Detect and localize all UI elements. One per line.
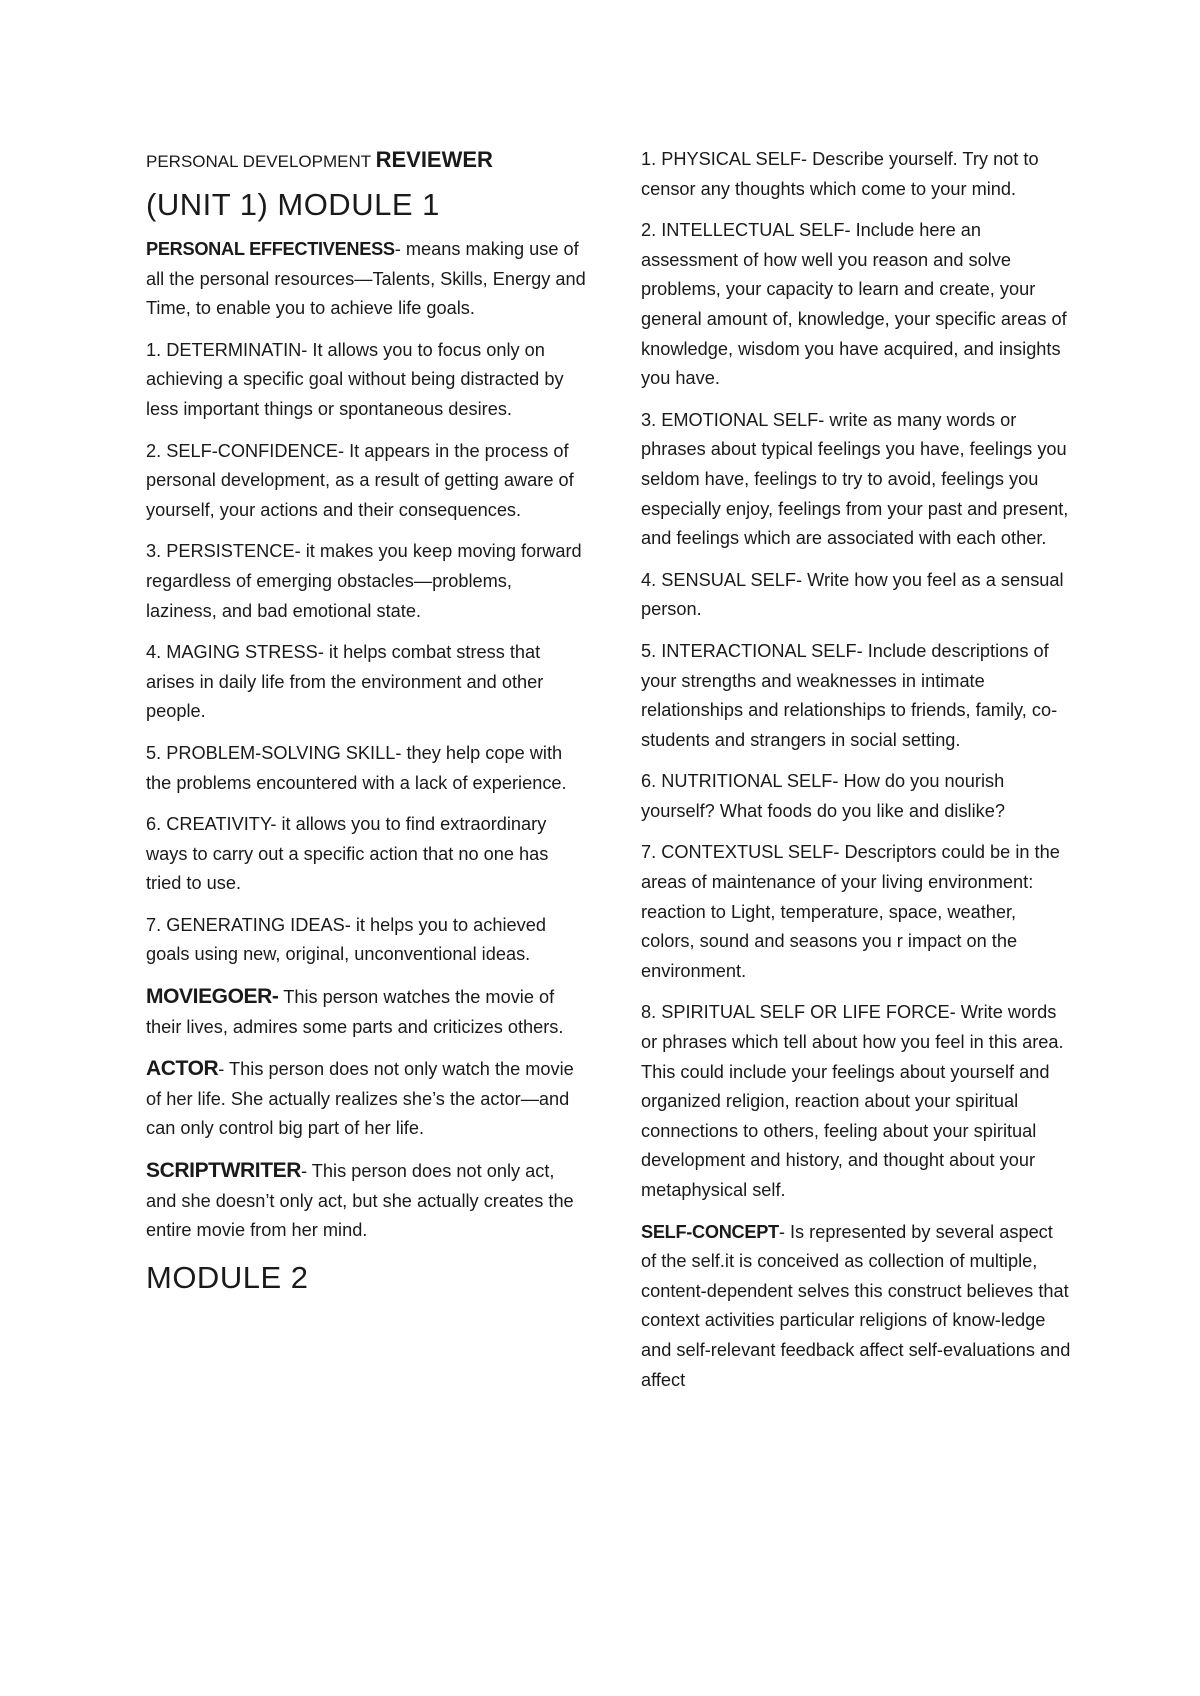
self-item (641, 216, 1071, 394)
document-header (146, 145, 586, 177)
item-term: 7. CONTEXTUSL SELF (641, 842, 834, 863)
item-term: 1. DETERMINATIN (146, 339, 302, 360)
self-item (641, 838, 1071, 986)
self-item (641, 566, 1071, 625)
item-term: 2. SELF-CONFIDENCE (146, 440, 339, 461)
self-item (641, 767, 1071, 826)
item-text: - it allows you to find extraordinary ways to carry out a specific action that no one has tried to use. (146, 814, 549, 894)
item-term: 6. NUTRITIONAL SELF (641, 771, 833, 792)
item-text: - Describe yourself. Try not to censor any thoughts which come to your mind. (641, 149, 1039, 199)
item-term: 4. SENSUAL SELF (641, 569, 796, 590)
item-text: - It allows you to focus only on achieving a specific goal without being distracted by less important things or spontaneous desires. (146, 339, 564, 419)
item-term: 1. PHYSICAL SELF (641, 149, 802, 169)
definition-text: - means making use of all the personal resources—Talents, Skills, Energy and Time, to enable you to achieve life goals. (146, 239, 586, 319)
role-text: This person watches the movie of their lives, admires some parts and criticizes others. (146, 987, 564, 1037)
role-scriptwriter (146, 1156, 586, 1246)
item-text: - write as many words or phrases about typical feelings you have, feelings you seldom have, feelings to try to avoid, feelings you especially enjoy, feelings from your past and present, and feelings which are associated with each other. (641, 409, 1069, 549)
role-term: SCRIPTWRITER (146, 1159, 302, 1183)
item-term: 5. INTERACTIONAL SELF (641, 640, 857, 661)
header-prefix: PERSONAL DEVELOPMENT (146, 152, 376, 171)
self-item (641, 637, 1071, 755)
list-item (146, 638, 586, 727)
definition-term: SELF-CONCEPT (641, 1221, 779, 1242)
list-item (146, 437, 586, 526)
definition-text: - Is represented by several aspect of the self.it is conceived as collection of multiple, content-dependent selves this construct believes that context activities particular religions of know-ledge and self-relevant feedback affect self-evaluations and affect (641, 1221, 1071, 1390)
self-item (641, 998, 1071, 1205)
item-text: - it helps combat stress that arises in daily life from the environment and other people. (146, 642, 544, 722)
module-2-title: MODULE 2 (146, 1259, 309, 1295)
item-text: - it helps you to achieved goals using new, original, unconventional ideas. (146, 914, 546, 965)
item-term: 6. CREATIVITY (146, 814, 271, 835)
list-item (146, 739, 586, 798)
item-term: 8. SPIRITUAL SELF OR LIFE FORCE (641, 1002, 950, 1023)
role-term: MOVIEGOER- (146, 985, 279, 1009)
item-text: - Write how you feel as a sensual person. (641, 569, 1064, 620)
left-column (146, 145, 586, 1308)
self-concept-definition (641, 1218, 1071, 1396)
self-item (641, 145, 1071, 204)
item-text: - Include here an assessment of how well you reason and solve problems, your capacity to learn and create, your general amount of, knowledge, your specific areas of knowledge, wisdom you have acquired, and insights you have. (641, 220, 1067, 389)
item-text: - It appears in the process of personal development, as a result of getting aware of yourself, your actions and their consequences. (146, 440, 574, 520)
item-text: - Include descriptions of your strengths and weaknesses in intimate relationships and relationships to friends, family, co-students and strangers in social setting. (641, 640, 1058, 750)
personal-effectiveness-definition (146, 235, 586, 324)
role-moviegoer (146, 982, 586, 1042)
item-text: - it makes you keep moving forward regardless of emerging obstacles—problems, laziness, and bad emotional state. (146, 541, 582, 621)
role-actor (146, 1054, 586, 1144)
list-item (146, 537, 586, 626)
role-text: - This person does not only act, and she doesn’t only act, but she actually creates the entire movie from her mind. (146, 1161, 574, 1241)
self-item (641, 406, 1071, 554)
module-1-title: (UNIT 1) MODULE 1 (146, 187, 440, 222)
item-term: 5. PROBLEM-SOLVING SKILL (146, 742, 396, 763)
item-term: 4. MAGING STRESS (146, 642, 318, 663)
right-column (641, 145, 1071, 1407)
header-bold: REVIEWER (375, 147, 493, 172)
item-text: - they help cope with the problems encountered with a lack of experience. (146, 742, 567, 793)
list-item (146, 336, 586, 425)
item-text: - Write words or phrases which tell about how you feel in this area. This could include your feelings about yourself and organized religion, reaction about your spiritual connections to others, feeling about your spiritual development and history, and thought about your metaphysical self. (641, 1002, 1064, 1200)
item-term: 7. GENERATING IDEAS (146, 914, 345, 935)
item-term: 3. EMOTIONAL SELF (641, 409, 819, 430)
item-term: 2. INTELLECTUAL SELF (641, 220, 845, 241)
item-term: 3. PERSISTENCE (146, 541, 295, 562)
definition-term: PERSONAL EFFECTIVENESS (146, 239, 395, 259)
role-term: ACTOR (146, 1057, 219, 1081)
list-item (146, 810, 586, 899)
item-text: - Descriptors could be in the areas of maintenance of your living environment: reaction to Light, temperature, space, weather, colors, sound and seasons you r impact on the environment. (641, 842, 1060, 981)
list-item (146, 911, 586, 970)
role-text: - This person does not only watch the movie of her life. She actually realizes she’s the actor—and can only control big part of her life. (146, 1059, 574, 1139)
item-text: - How do you nourish yourself? What foods do you like and dislike? (641, 771, 1005, 821)
